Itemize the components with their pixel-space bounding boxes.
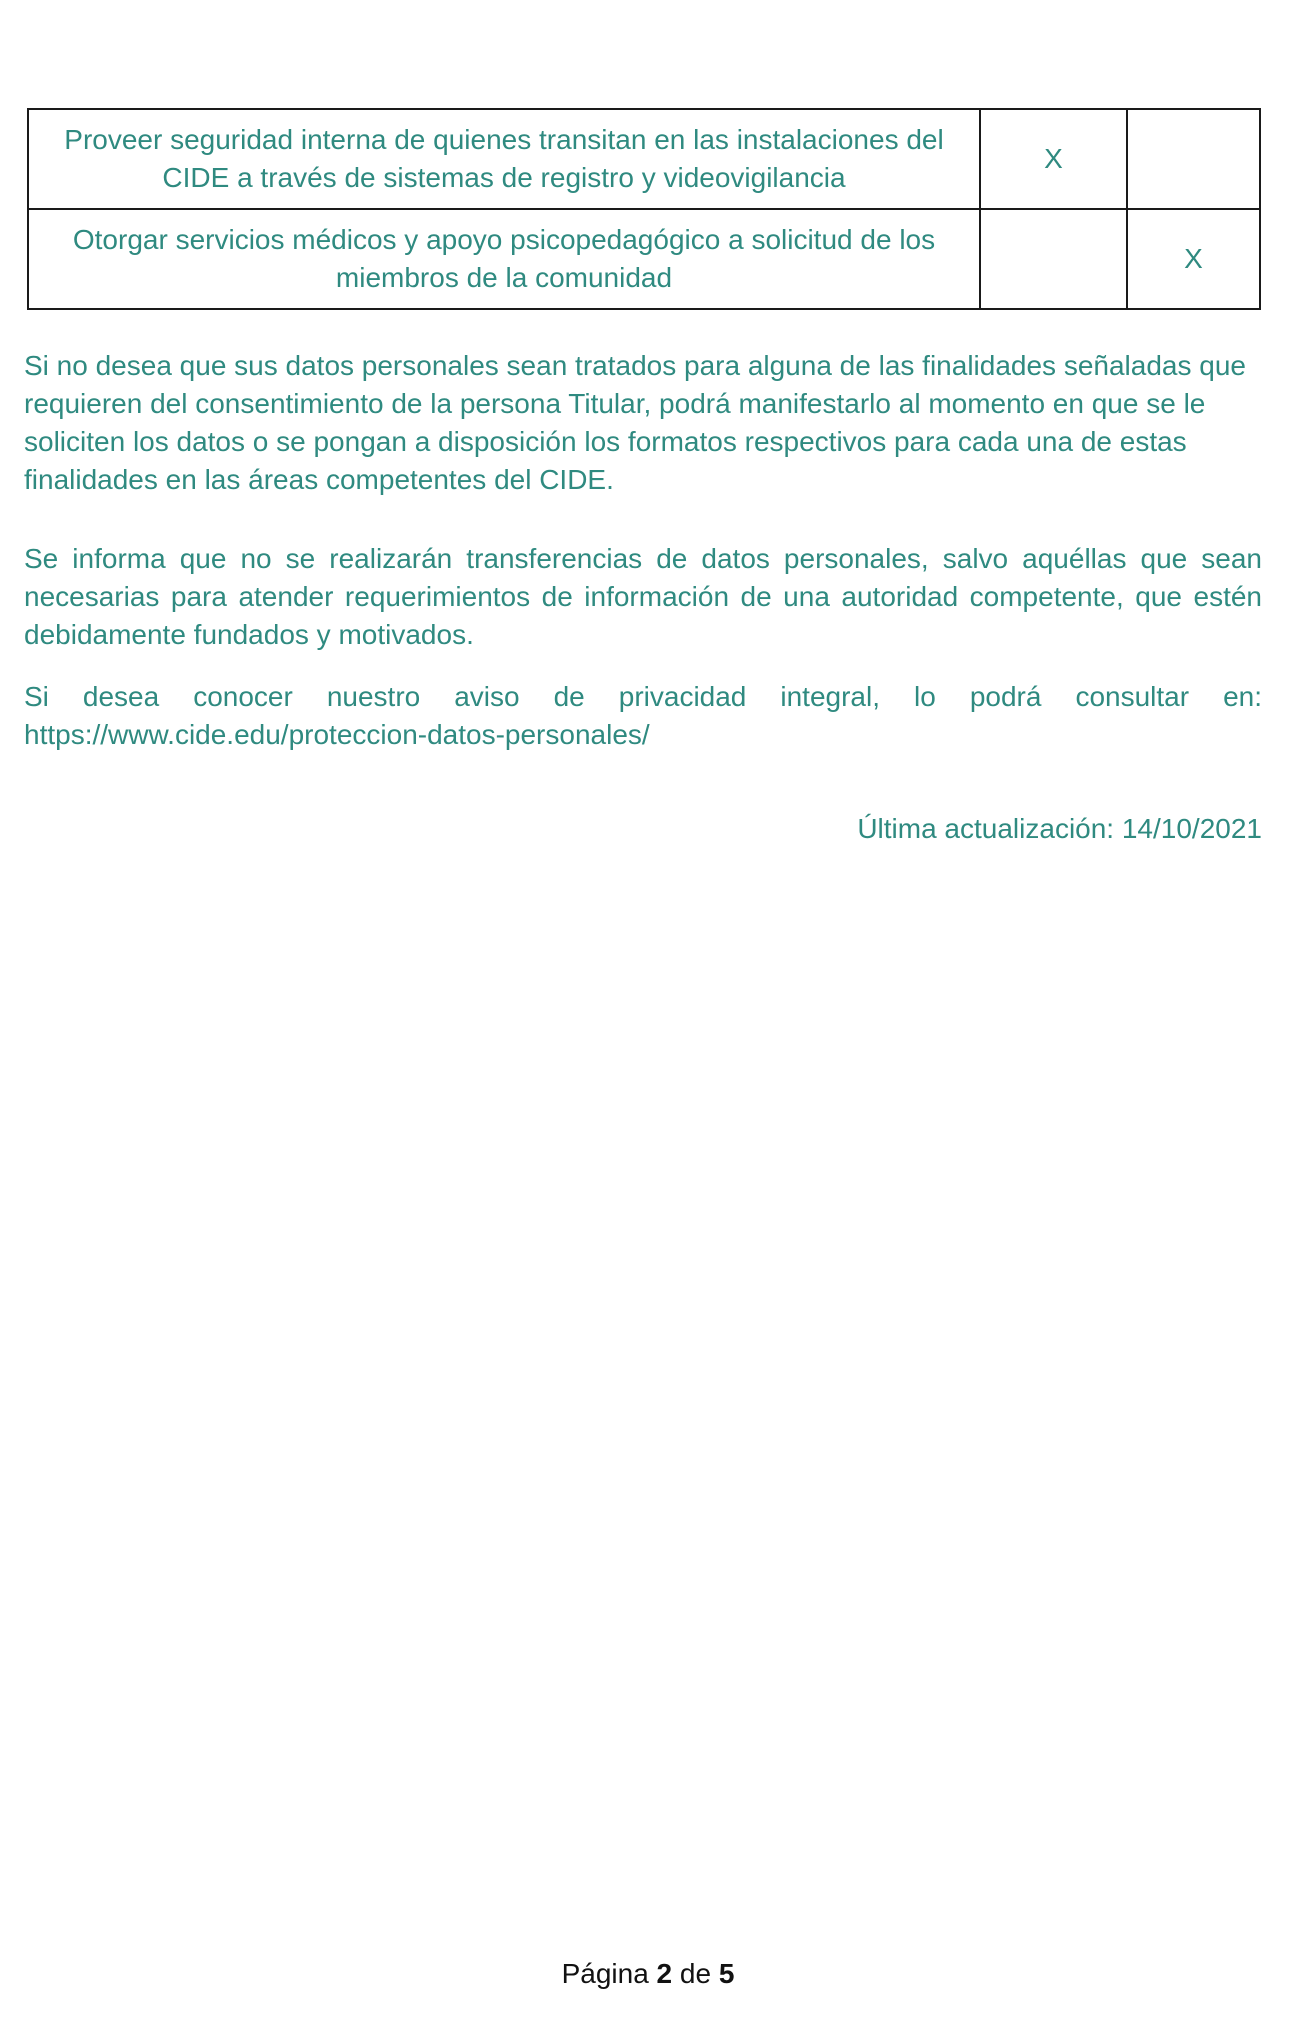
purpose-cell: Proveer seguridad interna de quienes transitan en las instalaciones del CIDE a través de sistemas de registro y videovigilancia [28,109,980,209]
last-updated: Última actualización: 14/10/2021 [857,813,1262,844]
table-row [28,209,1260,309]
check-cell: X [980,109,1127,209]
of-word: de [679,1958,712,1989]
integral-notice-url[interactable]: https://www.cide.edu/proteccion-datos-personales/ [24,719,650,750]
purposes-table [27,108,1261,310]
total-pages: 5 [718,1958,735,1989]
check-cell [1127,109,1260,209]
table-row [28,109,1260,209]
consent-paragraph: Si no desea que sus datos personales sean tratados para alguna de las finalidades señaladas que requieren del consentimiento de la persona Titular, podrá manifestarlo al momento en que se le soliciten los datos o se pongan a disposición los formatos respectivos para cada una de estas finalidades en las áreas competentes del CIDE. [24,350,1246,495]
page-word: Página [561,1958,649,1989]
purpose-cell: Otorgar servicios médicos y apoyo psicopedagógico a solicitud de los miembros de la comunidad [28,209,980,309]
page-footer [0,1955,1296,1993]
check-cell: X [1127,209,1260,309]
transfers-paragraph: Se informa que no se realizarán transferencias de datos personales, salvo aquéllas que sean necesarias para atender requerimientos de información de una autoridad competente, que estén debidamente fundados y motivados. [24,543,1262,650]
integral-notice-paragraph [24,678,1262,754]
page-number: 2 [656,1958,673,1989]
integral-notice-text: Si desea conocer nuestro aviso de privacidad integral, lo podrá consultar en: [24,681,1262,712]
check-cell [980,209,1127,309]
